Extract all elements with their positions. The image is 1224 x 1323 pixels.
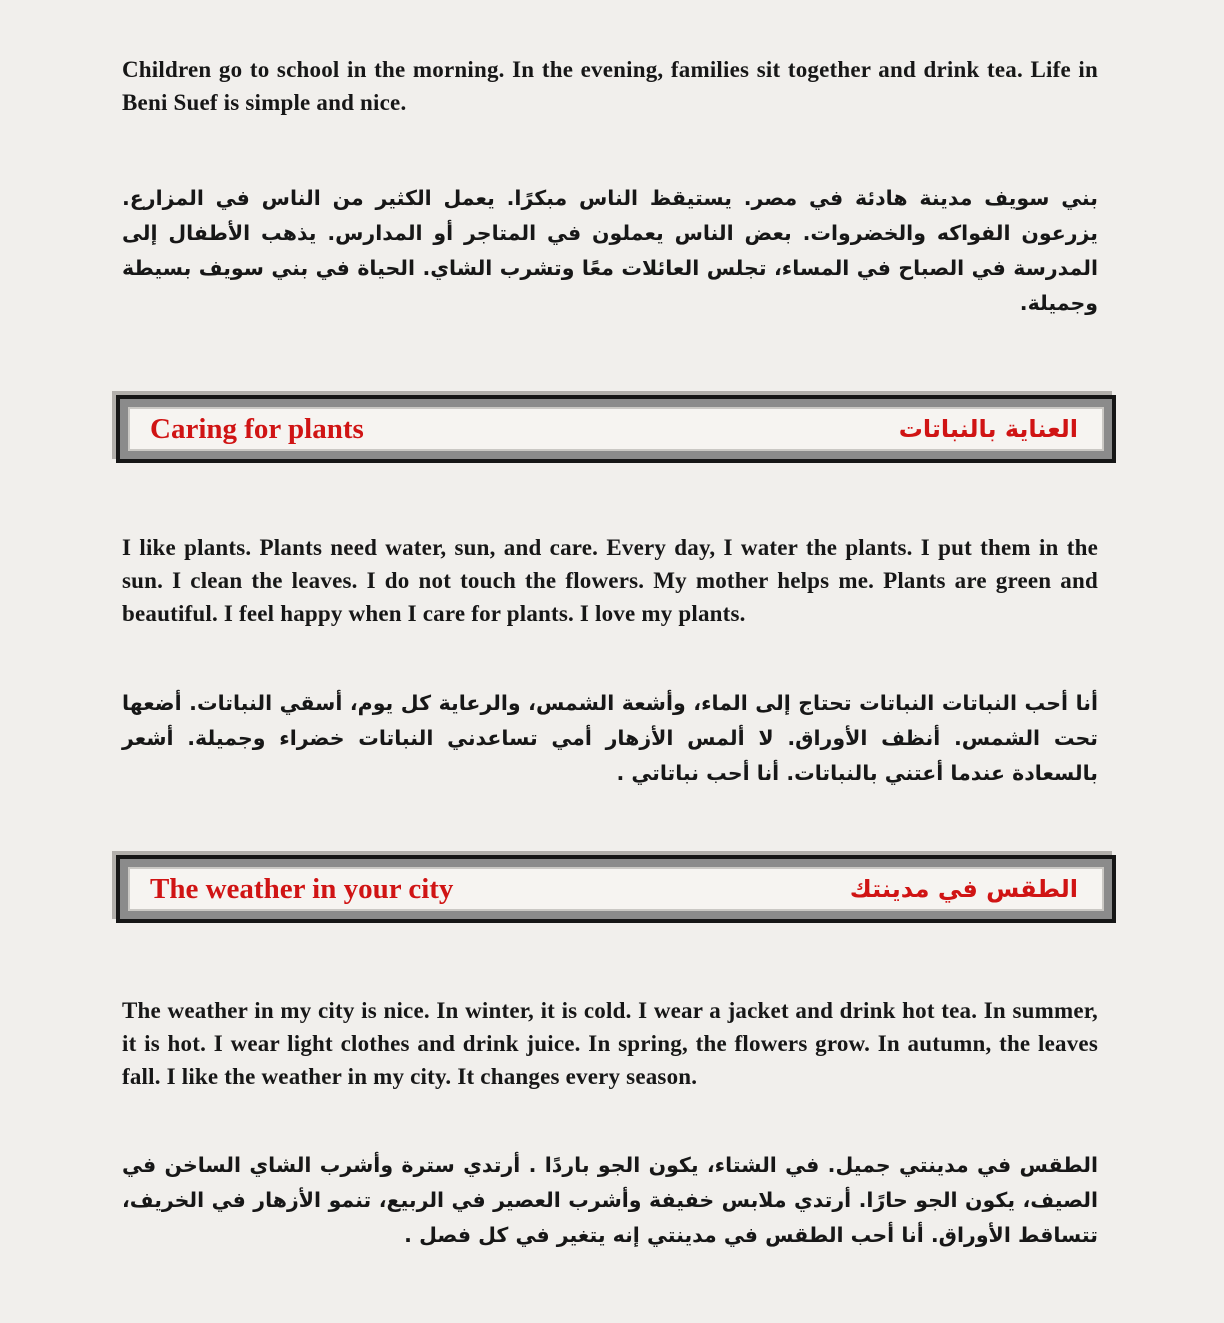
intro-arabic-paragraph: بني سويف مدينة هادئة في مصر. يستيقظ الناس مبكرًا. يعمل الكثير من الناس في المزارع. يزرعون الفواكه والخضروات. بعض الناس يعملون في المتاجر أو المدارس. يذهب الأطفال إلى المدرسة في الصباح في المساء، تجلس العائلات معًا وتشرب الشاي. الحياة في بني سويف بسيطة وجميلة.	[122, 186, 1098, 315]
weather-arabic-paragraph: الطقس في مدينتي جميل. في الشتاء، يكون الجو باردًا . أرتدي سترة وأشرب الشاي الساخن في الصيف، يكون الجو حارًا. أرتدي ملابس خفيفة وأشرب العصير في الربيع، تنمو الأزهار في الخريف، تتساقط الأوراق. أنا أحب الطقس في مدينتي إنه يتغير في كل فصل .	[122, 1153, 1098, 1247]
plants-section-header	[116, 395, 1116, 463]
intro-english-paragraph: Children go to school in the morning. In the evening, families sit together and drink tea. Life in Beni Suef is simple and nice.	[122, 57, 1098, 115]
weather-section-header	[116, 855, 1116, 923]
weather-header-english-title: The weather in your city	[150, 872, 454, 905]
weather-header-arabic-title: الطقس في مدينتك	[849, 875, 1078, 903]
plants-header-arabic-title: العناية بالنباتات	[898, 415, 1078, 443]
plants-arabic-paragraph: أنا أحب النباتات النباتات تحتاج إلى الماء، وأشعة الشمس، والرعاية كل يوم، أسقي النباتات. أضعها تحت الشمس. أنظف الأوراق. لا ألمس الأزهار أمي تساعدني النباتات خضراء وجميلة. أشعر بالسعادة عندما أعتني بالنباتات. أنا أحب نباتاتي .	[122, 691, 1098, 785]
plants-header-english-title: Caring for plants	[150, 412, 364, 445]
weather-english-paragraph: The weather in my city is nice. In winter, it is cold. I wear a jacket and drink hot tea. In summer, it is hot. I wear light clothes and drink juice. In spring, the flowers grow. In autumn, the leaves fall. I like the weather in my city. It changes every season.	[122, 998, 1098, 1089]
plants-english-paragraph: I like plants. Plants need water, sun, and care. Every day, I water the plants. I put them in the sun. I clean the leaves. I do not touch the flowers. My mother helps me. Plants are green and beautiful. I feel happy when I care for plants. I love my plants.	[122, 535, 1098, 626]
